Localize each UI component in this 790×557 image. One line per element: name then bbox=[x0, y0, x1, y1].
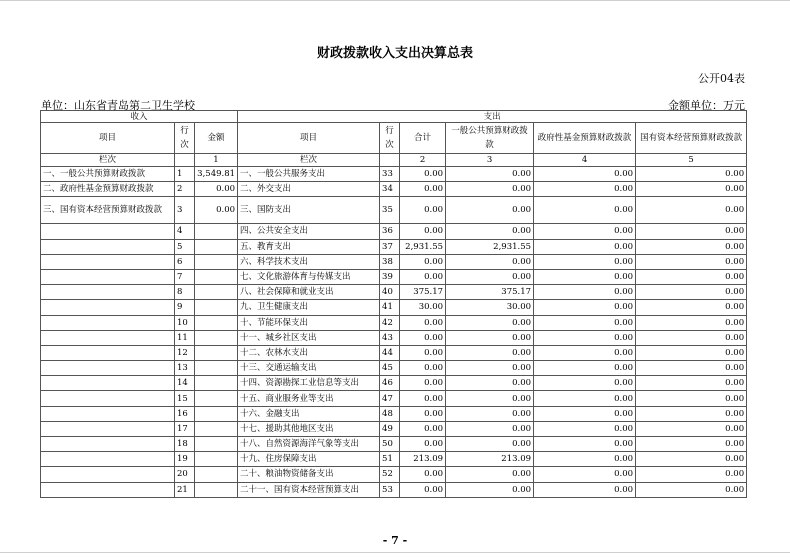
expense-header: 支出 bbox=[238, 111, 747, 123]
general-budget-cell: 0.00 bbox=[446, 361, 534, 376]
expense-item-cell: 五、教育支出 bbox=[238, 239, 380, 254]
total-cell: 0.00 bbox=[400, 391, 446, 406]
table-row bbox=[41, 315, 747, 330]
income-item-cell bbox=[41, 239, 175, 254]
income-amount-cell bbox=[195, 345, 238, 360]
income-item-cell bbox=[41, 467, 175, 482]
total-cell: 0.00 bbox=[400, 197, 446, 224]
col-2: 2 bbox=[400, 154, 446, 167]
budget-table bbox=[40, 110, 747, 498]
income-amount-cell bbox=[195, 467, 238, 482]
total-cell: 0.00 bbox=[400, 269, 446, 284]
page-title: 财政拨款收入支出决算总表 bbox=[316, 46, 473, 61]
income-amount-cell bbox=[195, 300, 238, 315]
amount-unit: 金额单位：万元 bbox=[668, 99, 745, 112]
general-budget-cell: 0.00 bbox=[446, 421, 534, 436]
expense-line-cell: 41 bbox=[380, 300, 400, 315]
expense-line-cell: 34 bbox=[380, 182, 400, 197]
expense-line-cell: 51 bbox=[380, 452, 400, 467]
general-budget-cell: 0.00 bbox=[446, 482, 534, 497]
expense-line-cell: 44 bbox=[380, 345, 400, 360]
col-label-2: 栏次 bbox=[238, 154, 380, 167]
income-amount-cell: 0.00 bbox=[195, 197, 238, 224]
income-item-cell bbox=[41, 361, 175, 376]
state-capital-cell: 0.00 bbox=[636, 254, 747, 269]
table-row bbox=[41, 467, 747, 482]
state-capital-cell: 0.00 bbox=[636, 330, 747, 345]
total-cell: 0.00 bbox=[400, 224, 446, 239]
income-line-cell: 15 bbox=[175, 391, 195, 406]
expense-item-cell: 四、公共安全支出 bbox=[238, 224, 380, 239]
income-item-cell: 一、一般公共预算财政拨款 bbox=[41, 167, 175, 182]
general-budget-cell: 0.00 bbox=[446, 391, 534, 406]
expense-item-cell: 二、外交支出 bbox=[238, 182, 380, 197]
income-amount-cell bbox=[195, 330, 238, 345]
general-budget-cell: 0.00 bbox=[446, 406, 534, 421]
gov-fund-cell: 0.00 bbox=[534, 345, 636, 360]
income-amount-cell bbox=[195, 254, 238, 269]
table-row bbox=[41, 197, 747, 224]
page-number: - 7 - bbox=[382, 534, 408, 547]
table-row bbox=[41, 167, 747, 182]
expense-item-cell: 二十、粮油物资储备支出 bbox=[238, 467, 380, 482]
expense-item-cell: 十九、住房保障支出 bbox=[238, 452, 380, 467]
income-item-cell bbox=[41, 376, 175, 391]
expense-item-cell: 十二、农林水支出 bbox=[238, 345, 380, 360]
expense-line-cell: 47 bbox=[380, 391, 400, 406]
expense-line-cell: 33 bbox=[380, 167, 400, 182]
general-budget-cell: 375.17 bbox=[446, 285, 534, 300]
income-line-cell: 7 bbox=[175, 269, 195, 284]
income-item-cell bbox=[41, 391, 175, 406]
gov-fund-cell: 0.00 bbox=[534, 452, 636, 467]
state-capital-cell: 0.00 bbox=[636, 285, 747, 300]
income-item-cell bbox=[41, 269, 175, 284]
table-row bbox=[41, 254, 747, 269]
header-row-index bbox=[41, 154, 747, 167]
gov-fund-cell: 0.00 bbox=[534, 361, 636, 376]
general-budget-cell: 0.00 bbox=[446, 269, 534, 284]
income-line-cell: 19 bbox=[175, 452, 195, 467]
gov-fund-cell: 0.00 bbox=[534, 254, 636, 269]
gov-fund-cell: 0.00 bbox=[534, 330, 636, 345]
expense-item-cell: 十四、资源勘探工业信息等支出 bbox=[238, 376, 380, 391]
expense-line-cell: 46 bbox=[380, 376, 400, 391]
income-line-cell: 14 bbox=[175, 376, 195, 391]
total-cell: 0.00 bbox=[400, 315, 446, 330]
total-cell: 0.00 bbox=[400, 482, 446, 497]
table-row bbox=[41, 406, 747, 421]
gov-fund-header: 政府性基金预算财政拨款 bbox=[534, 123, 636, 154]
general-budget-cell: 0.00 bbox=[446, 376, 534, 391]
col-1: 1 bbox=[195, 154, 238, 167]
income-line-cell: 18 bbox=[175, 437, 195, 452]
table-row bbox=[41, 482, 747, 497]
general-budget-cell: 0.00 bbox=[446, 467, 534, 482]
income-amount-cell bbox=[195, 361, 238, 376]
page-top-rule bbox=[0, 0, 790, 1]
gov-fund-cell: 0.00 bbox=[534, 239, 636, 254]
total-cell: 0.00 bbox=[400, 421, 446, 436]
total-cell: 0.00 bbox=[400, 376, 446, 391]
state-capital-cell: 0.00 bbox=[636, 300, 747, 315]
unit-name: 单位：山东省青岛第二卫生学校 bbox=[41, 99, 195, 112]
gov-fund-cell: 0.00 bbox=[534, 315, 636, 330]
table-row bbox=[41, 376, 747, 391]
general-budget-cell: 2,931.55 bbox=[446, 239, 534, 254]
gov-fund-cell: 0.00 bbox=[534, 224, 636, 239]
total-cell: 0.00 bbox=[400, 167, 446, 182]
col-label: 栏次 bbox=[41, 154, 175, 167]
total-cell: 375.17 bbox=[400, 285, 446, 300]
income-item-cell: 二、政府性基金预算财政拨款 bbox=[41, 182, 175, 197]
income-amount-cell: 0.00 bbox=[195, 182, 238, 197]
state-capital-cell: 0.00 bbox=[636, 167, 747, 182]
income-line-cell: 13 bbox=[175, 361, 195, 376]
gov-fund-cell: 0.00 bbox=[534, 406, 636, 421]
table-row bbox=[41, 182, 747, 197]
table-row bbox=[41, 421, 747, 436]
gov-fund-cell: 0.00 bbox=[534, 376, 636, 391]
blank-cell bbox=[175, 154, 195, 167]
income-amount-cell: 3,549.81 bbox=[195, 167, 238, 182]
total-cell: 0.00 bbox=[400, 345, 446, 360]
total-cell: 0.00 bbox=[400, 467, 446, 482]
state-capital-cell: 0.00 bbox=[636, 467, 747, 482]
state-capital-cell: 0.00 bbox=[636, 224, 747, 239]
income-item-cell bbox=[41, 254, 175, 269]
table-row bbox=[41, 391, 747, 406]
general-budget-cell: 0.00 bbox=[446, 437, 534, 452]
table-row bbox=[41, 361, 747, 376]
general-budget-cell: 0.00 bbox=[446, 330, 534, 345]
expense-line-cell: 38 bbox=[380, 254, 400, 269]
income-line-cell: 1 bbox=[175, 167, 195, 182]
expense-item-header: 项目 bbox=[238, 123, 380, 154]
state-capital-header: 国有资本经营预算财政拨款 bbox=[636, 123, 747, 154]
general-budget-cell: 30.00 bbox=[446, 300, 534, 315]
general-budget-cell: 0.00 bbox=[446, 197, 534, 224]
income-line-cell: 16 bbox=[175, 406, 195, 421]
total-cell: 30.00 bbox=[400, 300, 446, 315]
header-row-groups bbox=[41, 111, 747, 123]
gov-fund-cell: 0.00 bbox=[534, 421, 636, 436]
total-cell: 0.00 bbox=[400, 254, 446, 269]
gov-fund-cell: 0.00 bbox=[534, 269, 636, 284]
form-number: 公开04表 bbox=[698, 72, 745, 85]
gov-fund-cell: 0.00 bbox=[534, 437, 636, 452]
expense-item-cell: 三、国防支出 bbox=[238, 197, 380, 224]
income-line-cell: 9 bbox=[175, 300, 195, 315]
state-capital-cell: 0.00 bbox=[636, 437, 747, 452]
expense-line-header: 行次 bbox=[380, 123, 400, 154]
income-line-cell: 20 bbox=[175, 467, 195, 482]
general-budget-cell: 213.09 bbox=[446, 452, 534, 467]
total-cell: 0.00 bbox=[400, 182, 446, 197]
income-item-cell bbox=[41, 285, 175, 300]
income-amount-cell bbox=[195, 239, 238, 254]
state-capital-cell: 0.00 bbox=[636, 391, 747, 406]
state-capital-cell: 0.00 bbox=[636, 421, 747, 436]
state-capital-cell: 0.00 bbox=[636, 376, 747, 391]
gov-fund-cell: 0.00 bbox=[534, 391, 636, 406]
income-amount-cell bbox=[195, 391, 238, 406]
income-item-cell bbox=[41, 437, 175, 452]
income-line-cell: 21 bbox=[175, 482, 195, 497]
col-4: 4 bbox=[534, 154, 636, 167]
income-line-cell: 2 bbox=[175, 182, 195, 197]
expense-line-cell: 45 bbox=[380, 361, 400, 376]
expense-line-cell: 48 bbox=[380, 406, 400, 421]
table-row bbox=[41, 239, 747, 254]
expense-line-cell: 50 bbox=[380, 437, 400, 452]
state-capital-cell: 0.00 bbox=[636, 406, 747, 421]
income-amount-cell bbox=[195, 452, 238, 467]
state-capital-cell: 0.00 bbox=[636, 361, 747, 376]
income-line-header: 行次 bbox=[175, 123, 195, 154]
expense-item-cell: 一、一般公共服务支出 bbox=[238, 167, 380, 182]
income-item-cell bbox=[41, 224, 175, 239]
total-cell: 213.09 bbox=[400, 452, 446, 467]
income-item-header: 项目 bbox=[41, 123, 175, 154]
state-capital-cell: 0.00 bbox=[636, 452, 747, 467]
expense-item-cell: 六、科学技术支出 bbox=[238, 254, 380, 269]
gov-fund-cell: 0.00 bbox=[534, 182, 636, 197]
state-capital-cell: 0.00 bbox=[636, 182, 747, 197]
income-line-cell: 8 bbox=[175, 285, 195, 300]
total-cell: 2,931.55 bbox=[400, 239, 446, 254]
income-amount-cell bbox=[195, 376, 238, 391]
table-row bbox=[41, 330, 747, 345]
general-budget-cell: 0.00 bbox=[446, 315, 534, 330]
income-line-cell: 6 bbox=[175, 254, 195, 269]
expense-line-cell: 52 bbox=[380, 467, 400, 482]
income-line-cell: 4 bbox=[175, 224, 195, 239]
blank-cell bbox=[380, 154, 400, 167]
income-amount-cell bbox=[195, 437, 238, 452]
gov-fund-cell: 0.00 bbox=[534, 197, 636, 224]
gov-fund-cell: 0.00 bbox=[534, 482, 636, 497]
income-item-cell bbox=[41, 452, 175, 467]
table-row bbox=[41, 285, 747, 300]
general-budget-header: 一般公共预算财政拨款 bbox=[446, 123, 534, 154]
expense-line-cell: 43 bbox=[380, 330, 400, 345]
total-cell: 0.00 bbox=[400, 330, 446, 345]
page-bottom-rule bbox=[0, 552, 790, 553]
income-amount-cell bbox=[195, 482, 238, 497]
expense-line-cell: 42 bbox=[380, 315, 400, 330]
expense-item-cell: 九、卫生健康支出 bbox=[238, 300, 380, 315]
expense-item-cell: 十八、自然资源海洋气象等支出 bbox=[238, 437, 380, 452]
table-row bbox=[41, 269, 747, 284]
gov-fund-cell: 0.00 bbox=[534, 300, 636, 315]
income-line-cell: 12 bbox=[175, 345, 195, 360]
income-line-cell: 17 bbox=[175, 421, 195, 436]
income-line-cell: 5 bbox=[175, 239, 195, 254]
total-cell: 0.00 bbox=[400, 437, 446, 452]
income-line-cell: 3 bbox=[175, 197, 195, 224]
col-3: 3 bbox=[446, 154, 534, 167]
income-item-cell bbox=[41, 330, 175, 345]
income-item-cell bbox=[41, 421, 175, 436]
income-amount-cell bbox=[195, 269, 238, 284]
income-amount-cell bbox=[195, 224, 238, 239]
income-amount-cell bbox=[195, 315, 238, 330]
gov-fund-cell: 0.00 bbox=[534, 167, 636, 182]
table-row bbox=[41, 300, 747, 315]
income-item-cell bbox=[41, 482, 175, 497]
expense-item-cell: 七、文化旅游体育与传媒支出 bbox=[238, 269, 380, 284]
general-budget-cell: 0.00 bbox=[446, 167, 534, 182]
expense-line-cell: 36 bbox=[380, 224, 400, 239]
expense-item-cell: 十、节能环保支出 bbox=[238, 315, 380, 330]
table-row bbox=[41, 224, 747, 239]
state-capital-cell: 0.00 bbox=[636, 269, 747, 284]
table-row bbox=[41, 452, 747, 467]
header-row-columns bbox=[41, 123, 747, 154]
general-budget-cell: 0.00 bbox=[446, 345, 534, 360]
income-item-cell bbox=[41, 406, 175, 421]
total-cell: 0.00 bbox=[400, 406, 446, 421]
total-header: 合计 bbox=[400, 123, 446, 154]
expense-line-cell: 37 bbox=[380, 239, 400, 254]
expense-line-cell: 40 bbox=[380, 285, 400, 300]
expense-line-cell: 49 bbox=[380, 421, 400, 436]
general-budget-cell: 0.00 bbox=[446, 224, 534, 239]
total-cell: 0.00 bbox=[400, 361, 446, 376]
income-line-cell: 11 bbox=[175, 330, 195, 345]
expense-item-cell: 十五、商业服务业等支出 bbox=[238, 391, 380, 406]
table-row bbox=[41, 437, 747, 452]
income-item-cell bbox=[41, 315, 175, 330]
table-row bbox=[41, 345, 747, 360]
general-budget-cell: 0.00 bbox=[446, 182, 534, 197]
income-amount-cell bbox=[195, 285, 238, 300]
state-capital-cell: 0.00 bbox=[636, 345, 747, 360]
state-capital-cell: 0.00 bbox=[636, 315, 747, 330]
expense-line-cell: 35 bbox=[380, 197, 400, 224]
income-item-cell: 三、国有资本经营预算财政拨款 bbox=[41, 197, 175, 224]
income-amount-header: 金额 bbox=[195, 123, 238, 154]
income-amount-cell bbox=[195, 406, 238, 421]
income-item-cell bbox=[41, 300, 175, 315]
income-line-cell: 10 bbox=[175, 315, 195, 330]
expense-item-cell: 十七、援助其他地区支出 bbox=[238, 421, 380, 436]
expense-line-cell: 53 bbox=[380, 482, 400, 497]
expense-item-cell: 十六、金融支出 bbox=[238, 406, 380, 421]
expense-line-cell: 39 bbox=[380, 269, 400, 284]
expense-item-cell: 十一、城乡社区支出 bbox=[238, 330, 380, 345]
expense-item-cell: 十三、交通运输支出 bbox=[238, 361, 380, 376]
state-capital-cell: 0.00 bbox=[636, 482, 747, 497]
income-header: 收入 bbox=[41, 111, 238, 123]
gov-fund-cell: 0.00 bbox=[534, 467, 636, 482]
col-5: 5 bbox=[636, 154, 747, 167]
general-budget-cell: 0.00 bbox=[446, 254, 534, 269]
state-capital-cell: 0.00 bbox=[636, 239, 747, 254]
state-capital-cell: 0.00 bbox=[636, 197, 747, 224]
expense-item-cell: 八、社会保障和就业支出 bbox=[238, 285, 380, 300]
expense-item-cell: 二十一、国有资本经营预算支出 bbox=[238, 482, 380, 497]
income-item-cell bbox=[41, 345, 175, 360]
gov-fund-cell: 0.00 bbox=[534, 285, 636, 300]
income-amount-cell bbox=[195, 421, 238, 436]
